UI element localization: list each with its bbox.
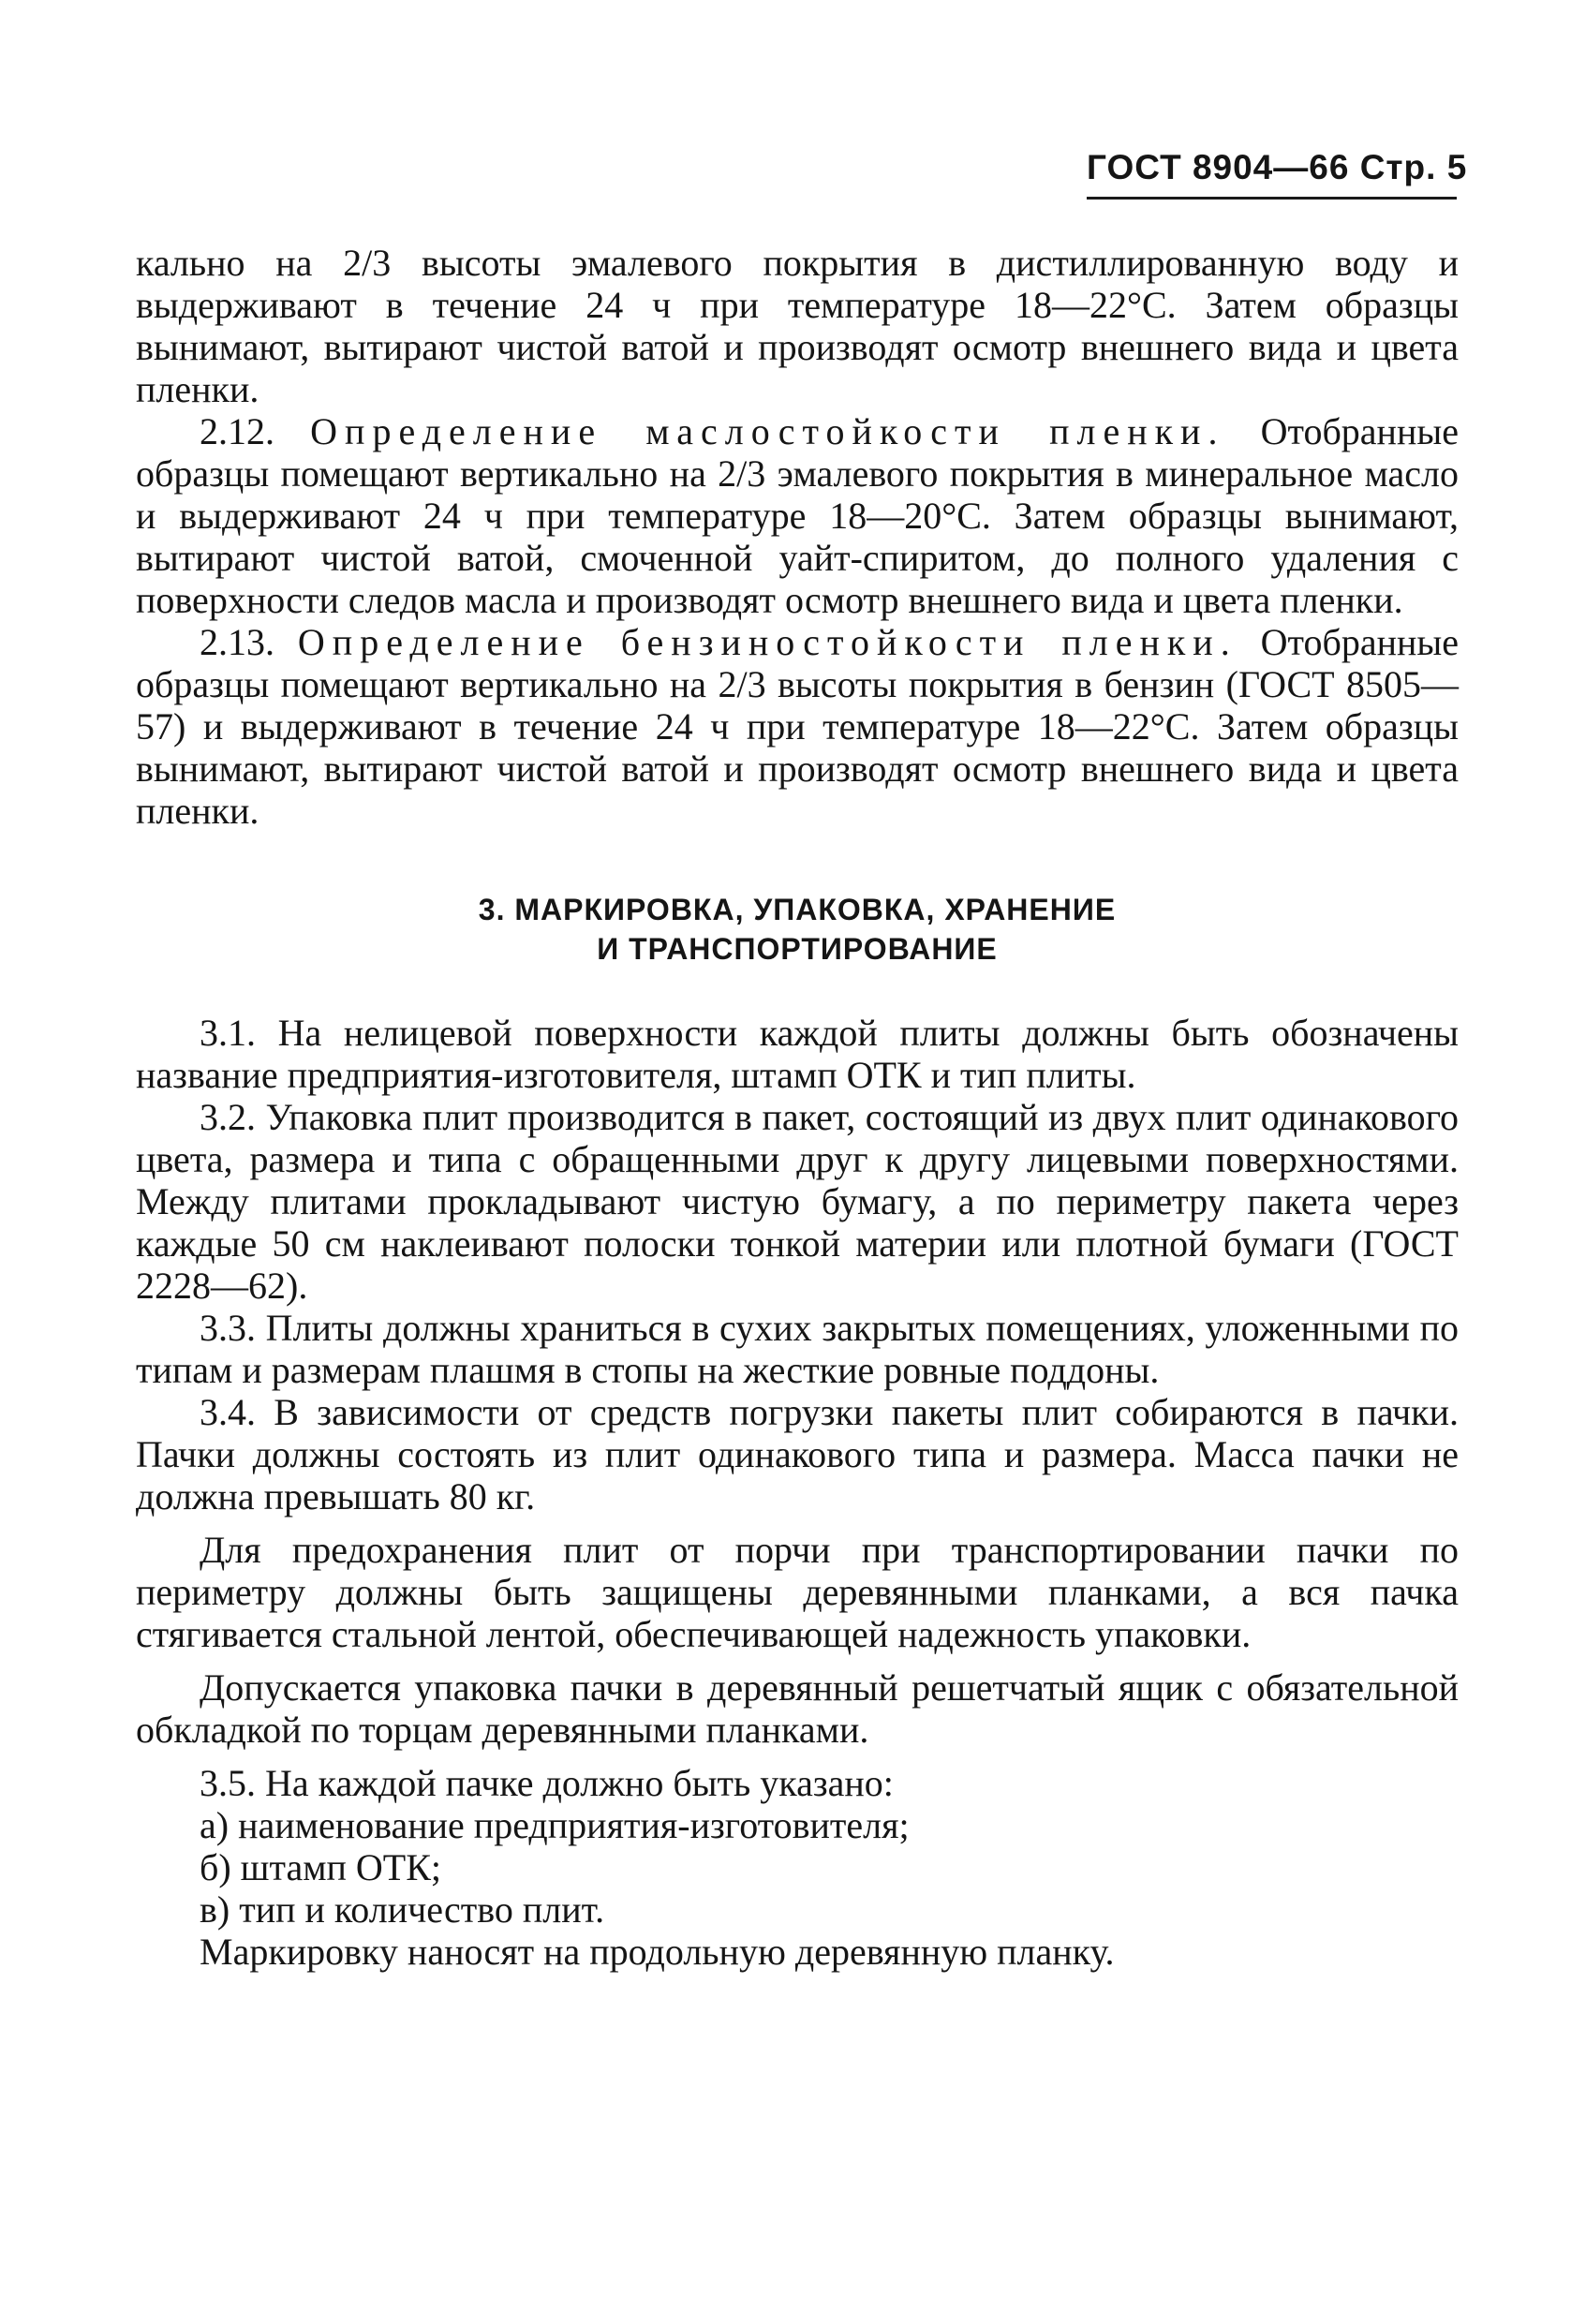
- paragraph-3-2: 3.2. Упаковка плит производится в пакет, состоящий из двух плит одинакового цвета, размера и типа с обращенными друг к другу лицевыми поверхностями. Между плитами прокладывают чистую бумагу, а по периметру пакета через каждые 50 см наклеивают полоски тонкой материи или плотной бумаги (ГОСТ 2228—62).: [136, 1096, 1459, 1307]
- clause-number-2-13: 2.13.: [200, 621, 274, 663]
- paragraph-3-4-transport: Для предохранения плит от порчи при транспортировании пачки по периметру должны быть защищены деревянными планками, а вся пачка стягивается стальной лентой, обеспечивающей надежность упаковки.: [136, 1529, 1459, 1655]
- clause-text-2-12: Отобранные образцы помещают вертикально на 2/3 эмалевого покрытия в минеральное масло и выдерживают 24 ч при температуре 18—20°С. Затем образцы вынимают, вытирают чистой ватой, смоченной уайт-спиритом, до полного удаления с поверхности следов масла и производят осмотр внешнего вида и цвета пленки.: [136, 410, 1459, 621]
- section-3-heading: [136, 890, 1459, 969]
- section-3-heading-line-1: 3. МАРКИРОВКА, УПАКОВКА, ХРАНЕНИЕ: [478, 893, 1117, 926]
- document-body: [136, 242, 1459, 1973]
- marking-list-item: в) тип и количество плит.: [200, 1888, 605, 1931]
- paragraph-2-13: [136, 621, 1459, 832]
- paragraph-3-4: 3.4. В зависимости от средств погрузки пакеты плит собираются в пачки. Пачки должны состоять из плит одинакового типа и размера. Масса пачки не должна превышать 80 кг.: [136, 1391, 1459, 1517]
- clause-text-2-13: Отобранные образцы помещают вертикально на 2/3 высоты покрытия в бензин (ГОСТ 8505—57) и выдерживают в течение 24 ч при температуре 18—22°С. Затем образцы вынимают, вытирают чистой ватой и производят осмотр внешнего вида и цвета пленки.: [136, 621, 1460, 832]
- paragraph-3-5: 3.5. На каждой пачке должно быть указано:: [200, 1762, 894, 1804]
- paragraph-3-4-crate: Допускается упаковка пачки в деревянный решетчатый ящик с обязательной обкладкой по торцам деревянными планками.: [136, 1666, 1459, 1751]
- paragraph-2-11-continued: кально на 2/3 высоты эмалевого покрытия в дистиллированную воду и выдерживают в течение 24 ч при температуре 18—22°С. Затем образцы вынимают, вытирают чистой ватой и производят осмотр внешнего вида и цвета пленки.: [136, 242, 1459, 410]
- paragraph-3-3: 3.3. Плиты должны храниться в сухих закрытых помещениях, уложенными по типам и размерам плашмя в стопы на жесткие ровные поддоны.: [136, 1307, 1459, 1391]
- section-3-heading-line-2: И ТРАНСПОРТИРОВАНИЕ: [597, 932, 998, 966]
- paragraph-3-1: 3.1. На нелицевой поверхности каждой плиты должны быть обозначены название предприятия-изготовителя, штамп ОТК и тип плиты.: [136, 1012, 1459, 1096]
- paragraph-2-12: [136, 410, 1459, 621]
- page-header: ГОСТ 8904—66 Стр. 5: [1087, 148, 1457, 200]
- clause-title-2-12: Определение маслостойкости пленки.: [310, 410, 1225, 452]
- paragraph-final: Маркировку наносят на продольную деревянную планку.: [200, 1931, 1115, 1973]
- clause-title-2-13: Определение бензиностойкости пленки.: [297, 621, 1238, 663]
- clause-number-2-12: 2.12.: [200, 410, 274, 452]
- marking-list-item: а) наименование предприятия-изготовителя;: [200, 1804, 910, 1846]
- marking-list-item: б) штамп ОТК;: [200, 1846, 442, 1888]
